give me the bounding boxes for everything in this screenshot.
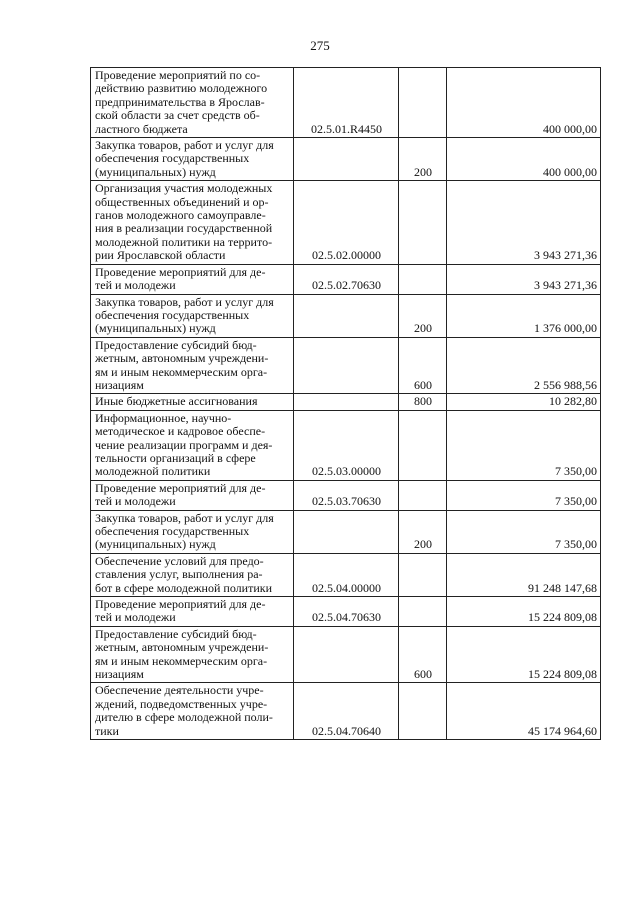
row-type-cell: 200	[399, 294, 447, 337]
row-amount-cell: 7 350,00	[447, 410, 601, 480]
row-code-cell	[294, 510, 399, 553]
row-code-cell: 02.5.04.70630	[294, 597, 399, 627]
row-type-cell: 600	[399, 337, 447, 394]
row-name-cell: Проведение мероприятий по со- действию развитию молодежного предпринимательства в Ярослав- ской области за счет средств об- ластного бюджета	[91, 68, 294, 138]
row-name-cell: Проведение мероприятий для де- тей и молодежи	[91, 264, 294, 294]
row-code-cell	[294, 138, 399, 181]
table-row	[91, 597, 601, 627]
table-row	[91, 626, 601, 683]
row-amount-cell: 91 248 147,68	[447, 553, 601, 596]
row-type-cell	[399, 410, 447, 480]
table-row	[91, 394, 601, 410]
row-type-cell	[399, 480, 447, 510]
row-code-cell	[294, 294, 399, 337]
row-amount-cell: 7 350,00	[447, 480, 601, 510]
row-amount-cell: 15 224 809,08	[447, 626, 601, 683]
row-type-cell	[399, 264, 447, 294]
row-amount-cell: 2 556 988,56	[447, 337, 601, 394]
row-amount-cell: 10 282,80	[447, 394, 601, 410]
table-row	[91, 337, 601, 394]
row-type-cell	[399, 683, 447, 740]
row-code-cell: 02.5.03.00000	[294, 410, 399, 480]
row-amount-cell: 1 376 000,00	[447, 294, 601, 337]
row-name-cell: Проведение мероприятий для де- тей и молодежи	[91, 480, 294, 510]
row-name-cell: Информационное, научно- методическое и кадровое обеспе- чение реализации программ и дея- тельности организаций в сфере молодежной политики	[91, 410, 294, 480]
row-type-cell	[399, 597, 447, 627]
table-row	[91, 294, 601, 337]
table-row	[91, 683, 601, 740]
row-name-cell: Обеспечение деятельности учре- ждений, подведомственных учре- дителю в сфере молодежной поли- тики	[91, 683, 294, 740]
row-name-cell: Предоставление субсидий бюд- жетным, автономным учреждени- ям и иным некоммерческим орга- низациям	[91, 337, 294, 394]
row-amount-cell: 3 943 271,36	[447, 181, 601, 264]
table-row	[91, 181, 601, 264]
row-code-cell	[294, 337, 399, 394]
row-name-cell: Закупка товаров, работ и услуг для обеспечения государственных (муниципальных) нужд	[91, 138, 294, 181]
row-amount-cell: 7 350,00	[447, 510, 601, 553]
row-amount-cell: 15 224 809,08	[447, 597, 601, 627]
table-row	[91, 68, 601, 138]
row-code-cell: 02.5.03.70630	[294, 480, 399, 510]
row-code-cell: 02.5.01.R4450	[294, 68, 399, 138]
row-type-cell: 200	[399, 138, 447, 181]
row-amount-cell: 45 174 964,60	[447, 683, 601, 740]
row-code-cell: 02.5.04.70640	[294, 683, 399, 740]
table-row	[91, 480, 601, 510]
row-type-cell: 800	[399, 394, 447, 410]
table-row	[91, 264, 601, 294]
table-row	[91, 138, 601, 181]
row-type-cell: 200	[399, 510, 447, 553]
table-row	[91, 410, 601, 480]
row-name-cell: Организация участия молодежных общественных объединений и ор- ганов молодежного самоуправле- ния в реализации государственной молодежной политики на террито- рии Ярославской области	[91, 181, 294, 264]
row-name-cell: Закупка товаров, работ и услуг для обеспечения государственных (муниципальных) нужд	[91, 294, 294, 337]
row-amount-cell: 3 943 271,36	[447, 264, 601, 294]
budget-table	[90, 67, 601, 740]
page-number: 275	[310, 38, 330, 53]
row-code-cell: 02.5.02.70630	[294, 264, 399, 294]
row-code-cell: 02.5.02.00000	[294, 181, 399, 264]
row-code-cell	[294, 394, 399, 410]
row-type-cell: 600	[399, 626, 447, 683]
row-type-cell	[399, 181, 447, 264]
row-code-cell	[294, 626, 399, 683]
row-amount-cell: 400 000,00	[447, 68, 601, 138]
budget-table-body	[91, 68, 601, 740]
row-name-cell: Предоставление субсидий бюд- жетным, автономным учреждени- ям и иным некоммерческим орга- низациям	[91, 626, 294, 683]
row-name-cell: Проведение мероприятий для де- тей и молодежи	[91, 597, 294, 627]
row-type-cell	[399, 68, 447, 138]
row-name-cell: Иные бюджетные ассигнования	[91, 394, 294, 410]
row-amount-cell: 400 000,00	[447, 138, 601, 181]
row-name-cell: Закупка товаров, работ и услуг для обеспечения государственных (муниципальных) нужд	[91, 510, 294, 553]
row-name-cell: Обеспечение условий для предо- ставления услуг, выполнения ра- бот в сфере молодежной политики	[91, 553, 294, 596]
table-row	[91, 510, 601, 553]
table-row	[91, 553, 601, 596]
row-code-cell: 02.5.04.00000	[294, 553, 399, 596]
row-type-cell	[399, 553, 447, 596]
